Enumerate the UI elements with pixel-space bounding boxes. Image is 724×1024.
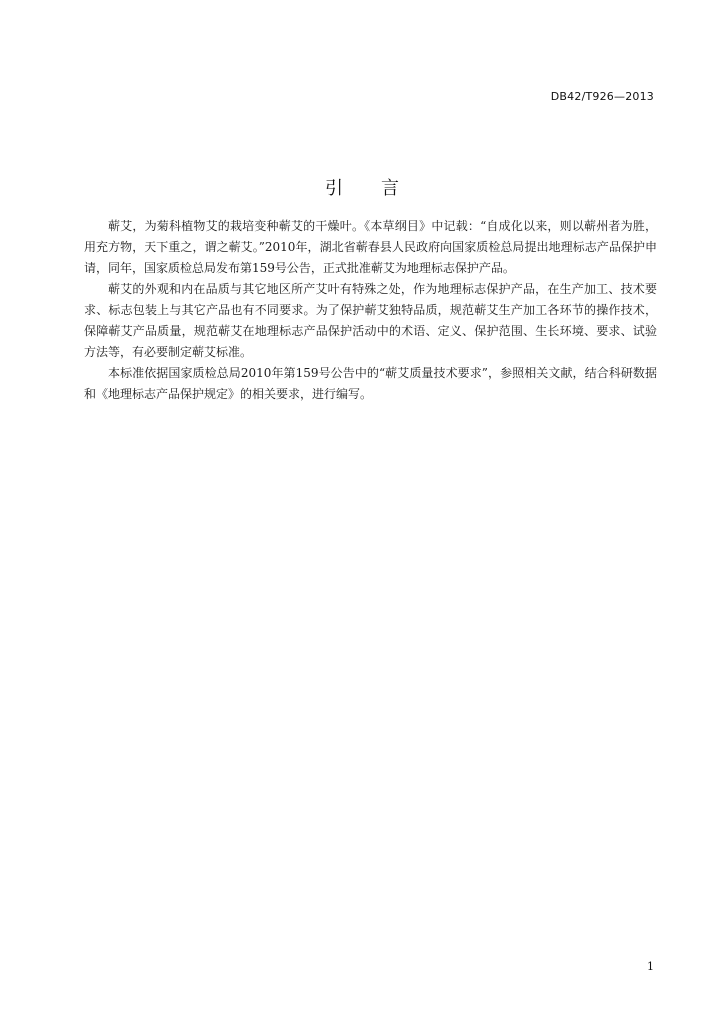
page-number: 1 — [647, 960, 654, 973]
document-code: DB42/T926—2013 — [550, 90, 654, 103]
paragraph-1: 蕲艾，为菊科植物艾的栽培变种蕲艾的干燥叶。《本草纲目》中记载：“自成化以来，则以蕲州者为胜，用充方物，天下重之，谓之蕲艾。”2010年，湖北省蕲春县人民政府向国家质检总局提出地理标志产品保护申请，同年，国家质检总局发布第159号公告，正式批准蕲艾为地理标志保护产品。 — [84, 219, 657, 275]
page-title: 引言 — [325, 178, 437, 199]
paragraph-3: 本标准依据国家质检总局2010年第159号公告中的“蕲艾质量技术要求”，参照相关文献，结合科研数据和《地理标志产品保护规定》的相关要求，进行编写。 — [84, 366, 657, 401]
body-text — [84, 216, 657, 405]
paragraph-2: 蕲艾的外观和内在品质与其它地区所产艾叶有特殊之处，作为地理标志保护产品，在生产加工、技术要求、标志包装上与其它产品也有不同要求。为了保护蕲艾独特品质，规范蕲艾生产加工各环节的操作技术，保障蕲艾产品质量，规范蕲艾在地理标志产品保护活动中的术语、定义、保护范围、生长环境、要求、试验方法等，有必要制定蕲艾标准。 — [84, 282, 657, 359]
